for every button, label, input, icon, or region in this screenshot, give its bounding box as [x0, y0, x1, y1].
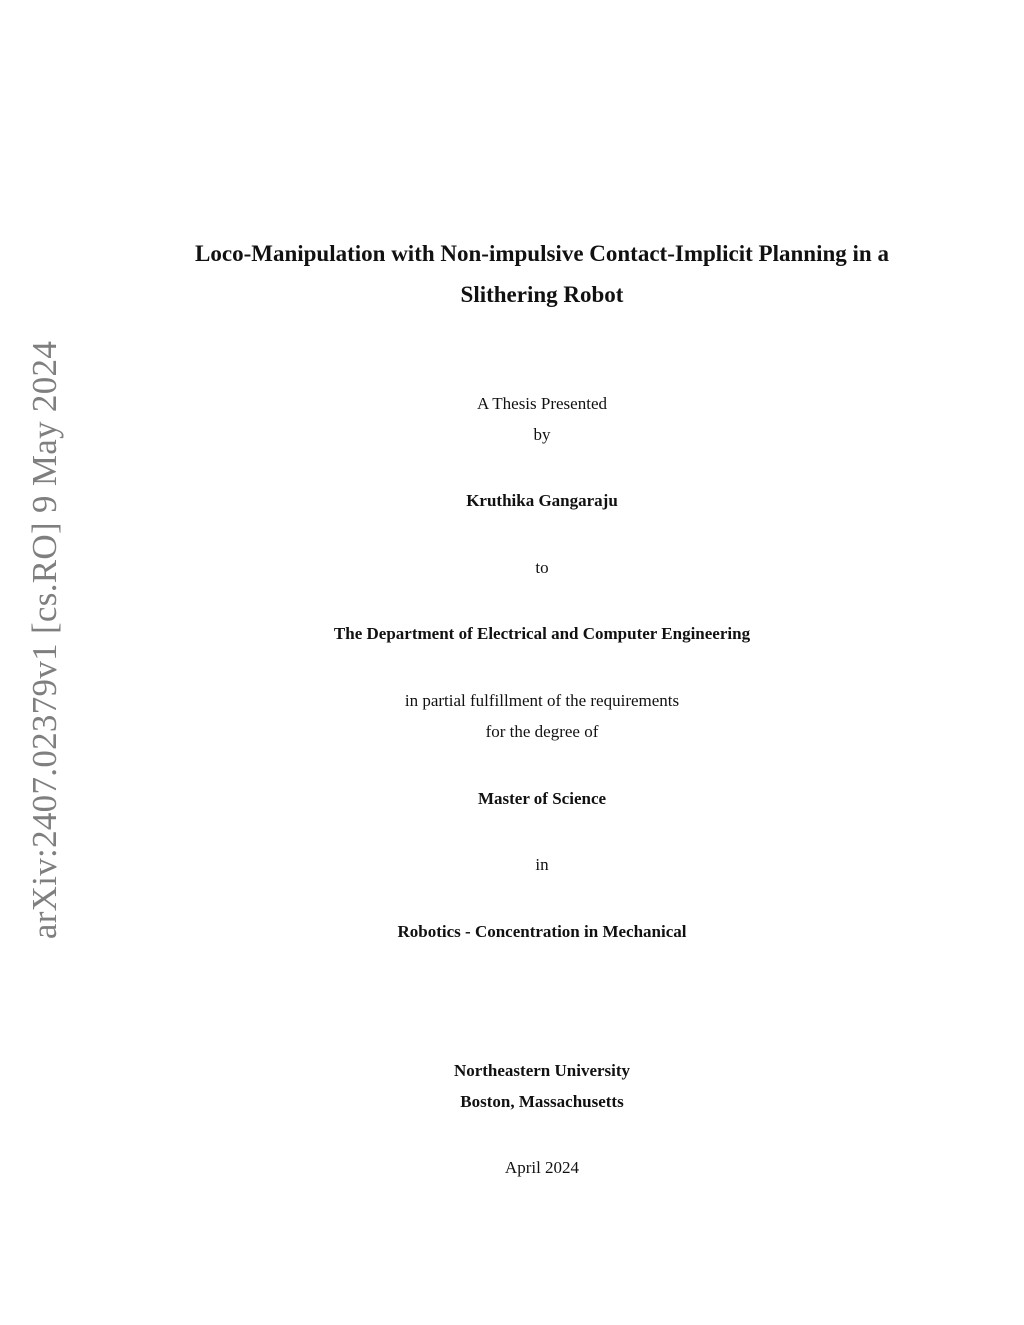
university-location: Boston, Massachusetts: [460, 1092, 624, 1111]
fulfillment-text-line-1: in partial fulfillment of the requirements: [404, 691, 680, 710]
arxiv-identifier-stamp: arXiv:2407.02379v1 [cs.RO] 9 May 2024: [25, 340, 64, 940]
thesis-title-line-2: Slithering Robot: [460, 282, 624, 307]
university-name: Northeastern University: [453, 1061, 631, 1080]
field-of-study: Robotics - Concentration in Mechanical: [397, 922, 687, 941]
to-text: to: [535, 558, 549, 577]
degree-name: Master of Science: [477, 789, 607, 808]
submission-date: April 2024: [504, 1158, 580, 1177]
fulfillment-text-line-2: for the degree of: [485, 722, 599, 741]
presented-text: A Thesis Presented: [476, 394, 607, 413]
by-text: by: [533, 425, 551, 444]
thesis-title-line-1: Loco-Manipulation with Non-impulsive Contact-Implicit Planning in a: [195, 241, 889, 266]
author-name: Kruthika Gangaraju: [466, 491, 618, 510]
department-name: The Department of Electrical and Computer Engineering: [333, 624, 751, 643]
in-text: in: [535, 855, 549, 874]
